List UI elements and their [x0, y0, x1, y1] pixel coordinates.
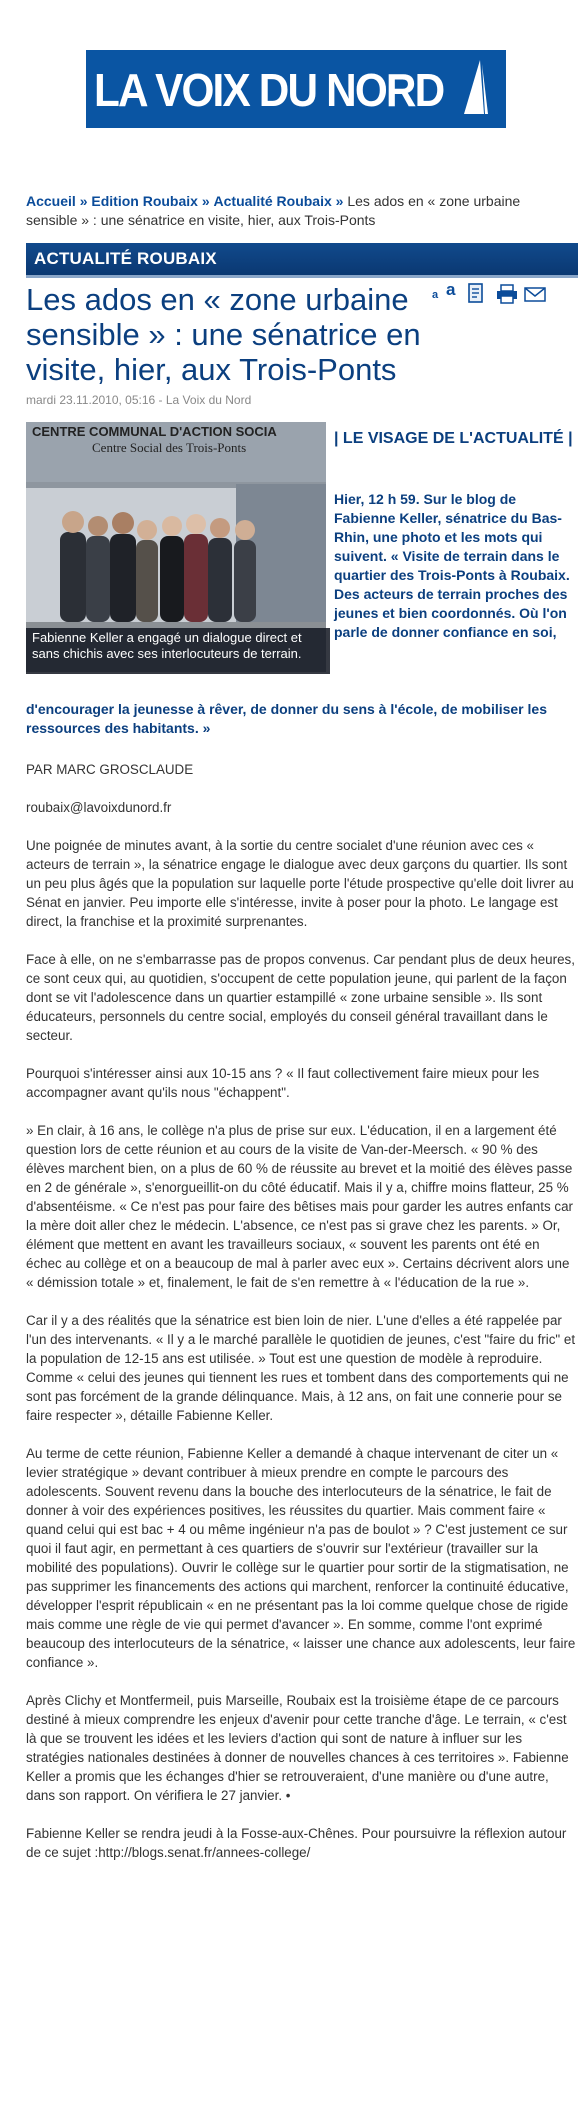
paragraph: » En clair, à 16 ans, le collège n'a plus de prise sur eux. L'éducation, il en a largement été question lors de cette réunion et au cours de la visite de Van-der-Meersch. « 90 % des élèves marchent bien, on a plus de 60 % de réussite au brevet et la moitié des élèves passe en 2 de générale », s'enorgueillit-on du côté éducatif. Mais il y a, chiffre moins flatteur, 25 % d'absentéisme. « Ce n'est pas pour faire des bêtises mais pour garder les autres enfants car la mère doit aller chez le médecin. L'absence, ce n'est pas si grave chez les parents. » Or, élément que mettent en avant les travailleurs sociaux, « souvent les parents ont été en échec au collège et on a beaucoup de mal à parler avec eux ». Certains décrivent alors une « démission totale » et, finalement, le fait de s'en remettre à « l'éducation de la rue ». — [26, 1123, 573, 1290]
sidebar-heading: | LE VISAGE DE L'ACTUALITÉ | — [334, 430, 573, 447]
breadcrumb-edition-link[interactable]: Edition Roubaix — [91, 193, 198, 209]
site-logo[interactable] — [86, 50, 506, 128]
breadcrumb-separator: » — [335, 193, 344, 209]
section-header — [26, 243, 578, 278]
photo-caption: Fabienne Keller a engagé un dialogue direct et sans chichis avec ses interlocuteurs de terrain. — [26, 628, 330, 674]
breadcrumb-section-link[interactable]: Actualité Roubaix — [213, 193, 332, 209]
logo-text: LA VOIX DU NORD — [94, 64, 444, 116]
font-increase-icon[interactable]: a — [446, 280, 456, 299]
breadcrumb — [26, 192, 566, 230]
author-email[interactable]: roubaix@lavoixdunord.fr — [26, 800, 172, 815]
font-decrease-icon[interactable]: a — [432, 289, 439, 301]
article-body — [26, 760, 578, 1881]
section-label: ACTUALITÉ ROUBAIX — [34, 249, 217, 268]
email-icon[interactable] — [524, 283, 546, 305]
paragraph: Au terme de cette réunion, Fabienne Keller a demandé à chaque intervenant de citer un « levier stratégique » devant contribuer à mieux prendre en compte le parcours des adolescents. Souvent revenu dans la bouche des interlocuteurs de la sénatrice, le fait de donner à voir des expériences positives, les réussites du quartier. Mais comment faire « quand celui qui est bac + 4 ou même ingénieur n'a pas de boulot » ? C'est justement ce sur quoi il faut agir, en permettant à ces quartiers de s'ouvrir sur l'extérieur (travailler sur la mobilité des populations). Ouvrir le collège sur le quartier pour sortir de la stigmatisation, ne pas supprimer les financements des actions qui marchent, renforcer la continuité éducative, développer l'esprit républicain « en ne présentant pas la loi comme quelque chose de rigide mais comme une règle de vie qui permet d'avancer ». En somme, comme l'ont exprimé beaucoup des interlocuteurs de la sénatrice, « laisser une chance aux adolescents, leur faire confiance ». — [26, 1446, 576, 1670]
article-title: Les ados en « zone urbaine sensible » : une sénatrice en visite, hier, aux Trois-Ponts — [26, 282, 421, 387]
photo-sign-line1: CENTRE COMMUNAL D'ACTION SOCIA — [32, 424, 277, 439]
breadcrumb-separator: » — [79, 193, 88, 209]
breadcrumb-home-link[interactable]: Accueil — [26, 193, 76, 209]
breadcrumb-separator: » — [201, 193, 210, 209]
sail-icon — [458, 58, 492, 120]
document-icon[interactable] — [466, 283, 486, 305]
article-dateline: mardi 23.11.2010, 05:16 - La Voix du Nord — [26, 393, 252, 407]
article-tools — [432, 280, 582, 307]
breadcrumb-current: Les ados en « zone urbaine sensible » : une sénatrice en visite, hier, aux Trois-Ponts — [26, 193, 521, 228]
paragraph: Une poignée de minutes avant, à la sortie du centre socialet d'une réunion avec ces « acteurs de terrain », la sénatrice engage le dialogue avec deux garçons du quartier. Ils sont un peu plus âgés que la population sur laquelle porte l'étude prospective qu'elle doit livrer au Sénat en janvier. Peu importe elle s'intéresse, invite à poser pour la photo. Le langage est direct, la franchise et la proximité surprenantes. — [26, 838, 574, 929]
print-icon[interactable] — [496, 283, 518, 305]
byline: PAR MARC GROSCLAUDE — [26, 762, 194, 777]
sidebar-text: Hier, 12 h 59. Sur le blog de Fabienne Keller, sénatrice du Bas-Rhin, une photo et les mots qui suivent. « Visite de terrain dans le quartier des Trois-Ponts à Roubaix. Des acteurs de terrain proches des jeunes et bien coordonnés. Où l'on parle de donner confiance en soi, — [334, 491, 570, 640]
paragraph: Fabienne Keller se rendra jeudi à la Fosse-aux-Chênes. Pour poursuivre la réflexion autour de ce sujet :http://blogs.senat.fr/annees-college/ — [26, 1826, 567, 1860]
paragraph: Face à elle, on ne s'embarrasse pas de propos convenus. Car pendant plus de deux heures, ce sont ceux qui, au quotidien, s'occupent de cette population jeune, qui parlent de la façon dont se vit l'adolescence dans un quartier estampillé « zone urbaine sensible ». Ils sont éducateurs, personnels du centre social, employés du conseil général travaillant dans le secteur. — [26, 952, 575, 1043]
paragraph: Après Clichy et Montfermeil, puis Marseille, Roubaix est la troisième étape de ce parcours destiné à mieux comprendre les enjeux d'avenir pour cette tranche d'âge. Le terrain, « c'est là que se trouvent les idées et les leviers d'action qui sont de nature à influer sur les stratégies nationales destinées à donner de nouvelles chances à ces territoires ». Fabienne Keller a promis que les échanges d'hier se retrouveraient, d'une manière ou d'une autre, dans son rapport. On vérifiera le 27 janvier. • — [26, 1693, 569, 1803]
paragraph: Car il y a des réalités que la sénatrice est bien loin de nier. L'une d'elles a été rappelée par l'un des intervenants. « Il y a le marché parallèle le quotidien de jeunes, c'est "faire du fric" et la population de 12-15 ans est utilisée. » Tout est une question de modèle à reproduire. Comme « celui des jeunes qui tiennent les rues et tombent dans des comportements qui ne sont pas forcément de la grande délinquance. Mais, à 12 ans, on fait une connerie pour se faire respecter », détaille Fabienne Keller. — [26, 1313, 576, 1423]
paragraph: Pourquoi s'intéresser ainsi aux 10-15 ans ? « Il faut collectivement faire mieux pour les accompagner avant qu'ils nous "échappent". — [26, 1066, 540, 1100]
photo-sign — [32, 424, 318, 462]
sidebar-text-continued: d'encourager la jeunesse à rêver, de donner du sens à l'école, de mobiliser les ressources des habitants. » — [26, 701, 547, 736]
photo-sign-line2: Centre Social des Trois-Ponts — [92, 440, 247, 455]
